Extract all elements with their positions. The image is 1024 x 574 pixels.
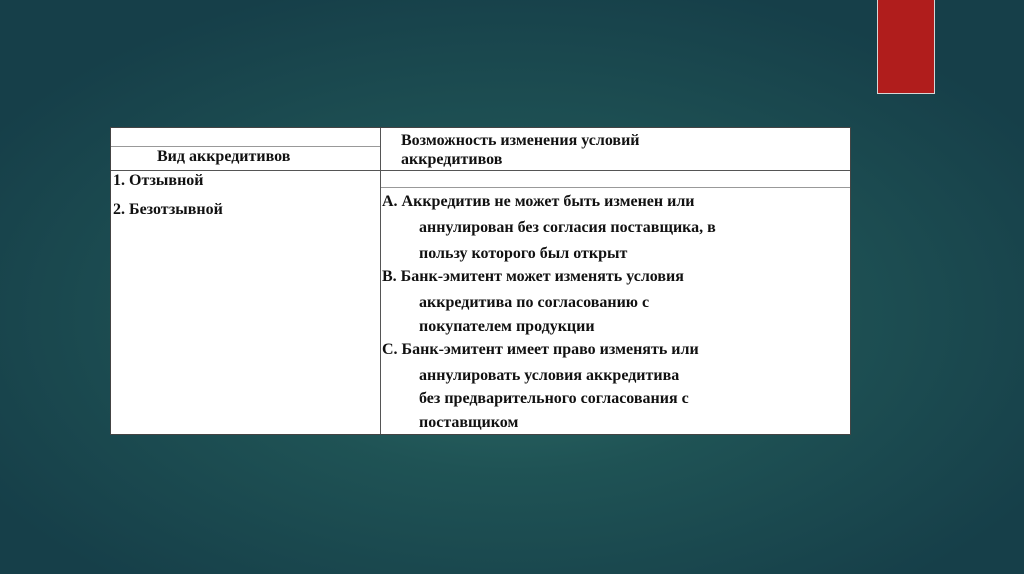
- header-left-label: Вид аккредитивов: [157, 148, 291, 165]
- option-a-line-1: А. Аккредитив не может быть изменен или: [382, 193, 695, 210]
- option-c-line-4: поставщиком: [419, 414, 519, 431]
- table-rule: [111, 146, 380, 147]
- option-a-line-3: пользу которого был открыт: [419, 245, 628, 262]
- column-divider: [380, 128, 381, 434]
- option-c-line-3: без предварительного согласования с: [419, 390, 689, 407]
- header-right-line-1: Возможность изменения условий: [401, 132, 640, 149]
- option-b-line-3: покупателем продукции: [419, 318, 595, 335]
- letters-of-credit-table: [110, 127, 851, 435]
- option-b-line-2: аккредитива по согласованию с: [419, 294, 650, 311]
- option-a-line-2: аннулирован без согласия поставщика, в: [419, 219, 716, 236]
- table-rule: [381, 187, 850, 188]
- lc-type-irrevocable: 2. Безотзывной: [113, 201, 223, 218]
- lc-type-revocable: 1. Отзывной: [113, 172, 204, 189]
- option-c-line-2: аннулировать условия аккредитива: [419, 367, 680, 384]
- header-right-line-2: аккредитивов: [401, 151, 503, 168]
- option-b-line-1: В. Банк-эмитент может изменять условия: [382, 268, 684, 285]
- option-c-line-1: С. Банк-эмитент имеет право изменять или: [382, 341, 699, 358]
- accent-tab: [877, 0, 935, 94]
- header-divider: [111, 170, 850, 171]
